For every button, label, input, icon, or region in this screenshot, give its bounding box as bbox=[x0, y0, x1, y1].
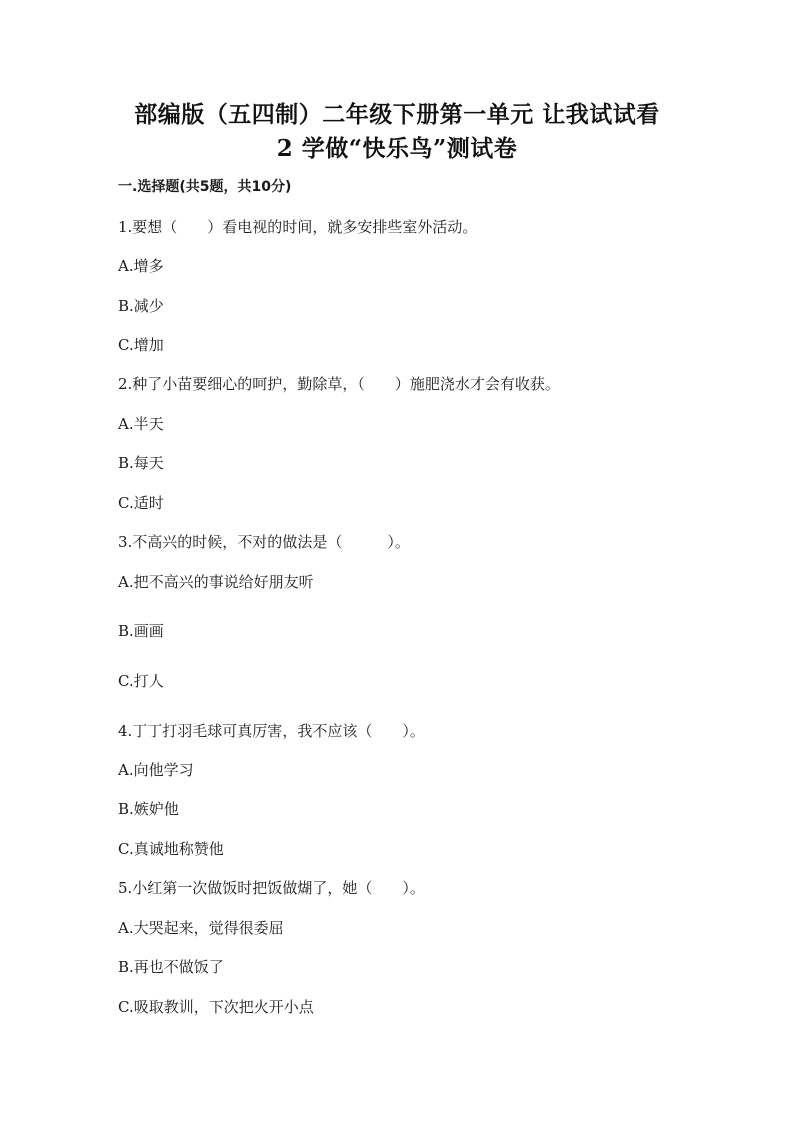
question-1-option-b: B.减少 bbox=[118, 297, 164, 315]
paper-title-line-1: 部编版（五四制）二年级下册第一单元 让我试试看 bbox=[134, 101, 660, 128]
question-5-option-c: C.吸取教训，下次把火开小点 bbox=[118, 998, 314, 1016]
question-4-option-a: A.向他学习 bbox=[118, 761, 194, 779]
question-3-option-a: A.把不高兴的事说给好朋友听 bbox=[118, 573, 314, 591]
paper-title-line-2: 2 学做“快乐鸟”测试卷 bbox=[276, 135, 518, 162]
question-1-option-a: A.增多 bbox=[118, 257, 164, 275]
question-4-option-c: C.真诚地称赞他 bbox=[118, 840, 224, 858]
section-heading: 一.选择题(共5题，共10分) bbox=[118, 179, 292, 195]
question-1-stem: 1.要想（ ）看电视的时间，就多安排些室外活动。 bbox=[118, 218, 478, 236]
question-5-option-b: B.再也不做饭了 bbox=[118, 958, 224, 976]
question-2-stem: 2.种了小苗要细心的呵护，勤除草，（ ）施肥浇水才会有收获。 bbox=[118, 375, 560, 393]
question-3-stem: 3.不高兴的时候，不对的做法是（ ）。 bbox=[118, 533, 410, 551]
question-5-option-a: A.大哭起来，觉得很委屈 bbox=[118, 919, 284, 937]
question-2-option-b: B.每天 bbox=[118, 454, 164, 472]
question-3-option-c: C.打人 bbox=[118, 672, 164, 690]
question-3-option-b: B.画画 bbox=[118, 622, 164, 640]
question-5-stem: 5.小红第一次做饭时把饭做煳了，她（ ）。 bbox=[118, 879, 425, 897]
question-1-option-c: C.增加 bbox=[118, 336, 164, 354]
question-2-option-c: C.适时 bbox=[118, 494, 164, 512]
question-4-stem: 4.丁丁打羽毛球可真厉害，我不应该（ ）。 bbox=[118, 722, 425, 740]
question-4-option-b: B.嫉妒他 bbox=[118, 800, 179, 818]
question-2-option-a: A.半天 bbox=[118, 415, 164, 433]
